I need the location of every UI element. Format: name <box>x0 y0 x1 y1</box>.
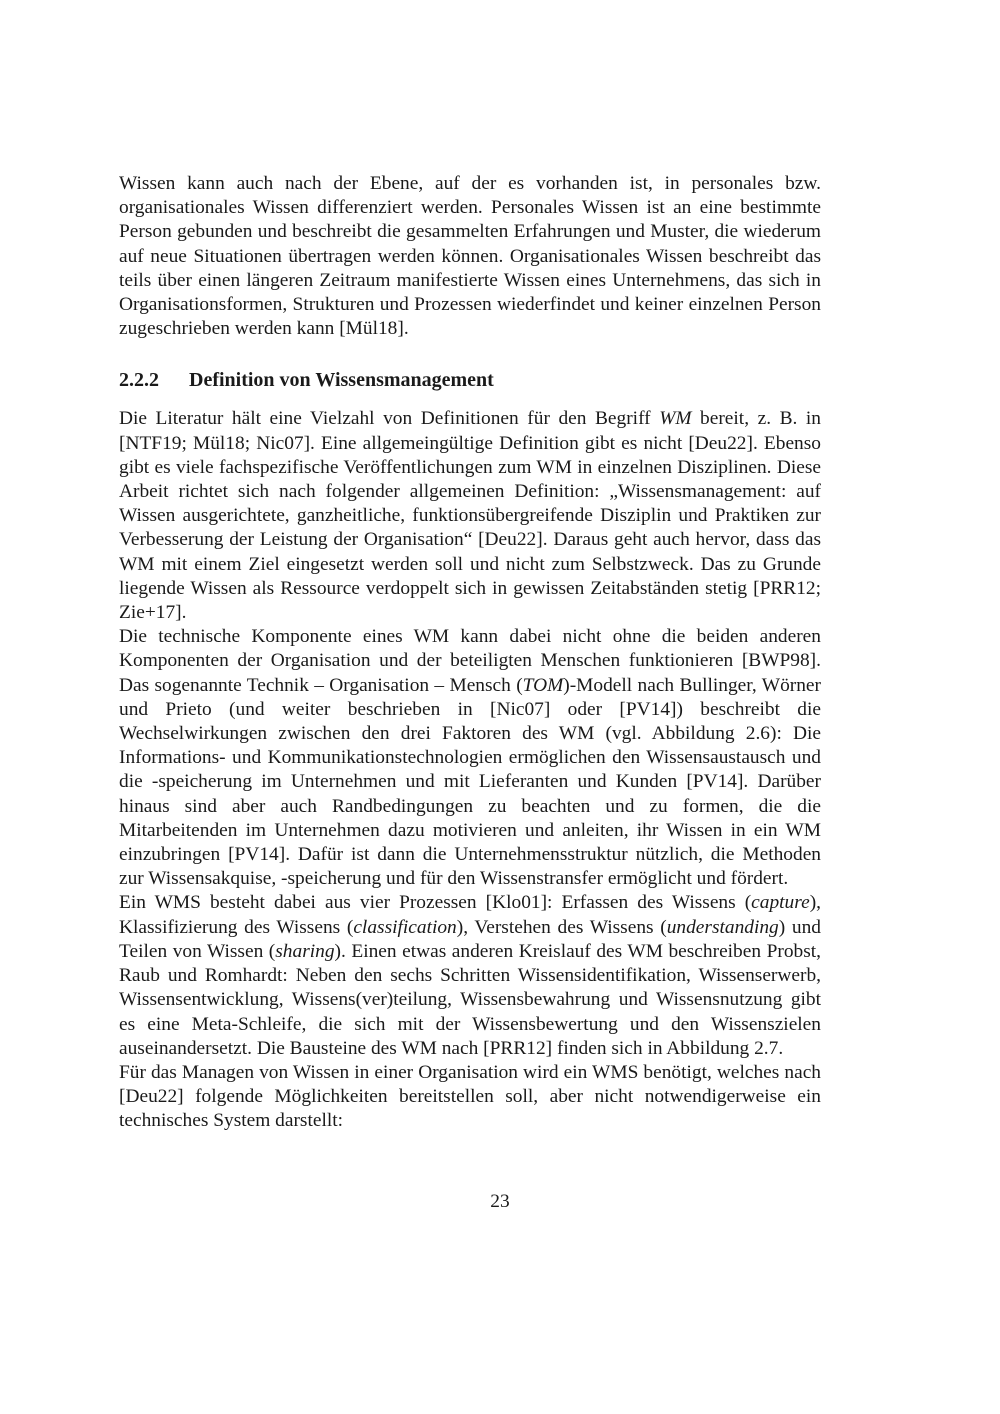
paragraph-text: ) und Teilen von Wissen ( <box>119 916 821 962</box>
paragraph-text: bereit, z. B. in [NTF19; Mül18; Nic07]. Eine allgemeingültige Definition gibt es nicht [Deu22]. Ebenso gibt es viele fachspezifische Veröffentlichungen zum WM in einzelnen Disziplinen. Diese Arbeit richtet sich nach folgender allgemeinen Definition: „Wissensmanagement: auf Wissen ausgerichtete, ganzheitliche, funktionsübergreifende Disziplin und Praktiken zur Verbesserung der Leistung der Organisation“ [Deu22]. Daraus geht auch hervor, dass das WM mit einem Ziel eingesetzt werden soll und nicht zum Selbstzweck. Das zu Grunde liegende Wissen als Ressource verdoppelt sich in gewissen Zeitabständen stetig [PRR12; Zie+17]. <box>119 408 821 624</box>
body-paragraph <box>119 407 821 625</box>
body-paragraph <box>119 891 821 1060</box>
italic-term: WM <box>659 408 692 430</box>
page-body <box>119 172 821 1134</box>
body-paragraph <box>119 1061 821 1134</box>
italic-term: understanding <box>666 916 779 938</box>
paragraph-text: ), Verstehen des Wissens ( <box>456 916 667 938</box>
paragraph-text: Die technische Komponente eines WM kann dabei nicht ohne die beiden anderen Komponenten der Organisation und der beteiligten Menschen funktionieren [BWP98]. Das sogenannte Technik – Organisation – Mensch ( <box>119 626 821 696</box>
section-number: 2.2.2 <box>119 369 159 392</box>
paragraph-text: ), Klassifizierung des Wissens ( <box>119 892 821 938</box>
italic-term: sharing <box>275 940 335 962</box>
paragraph-text: )-Modell nach Bullinger, Wörner und Prieto (und weiter beschrieben in [Nic07] oder [PV14]) beschreibt die Wechselwirkungen zwischen den drei Faktoren des WM (vgl. Abbildung 2.6): Die Informations- und Kommunikationstechnologien ermöglichen den Wissensaustausch und die -speicherung im Unternehmen und mit Lieferanten und Kunden [PV14]. Darüber hinaus sind aber auch Randbedingungen zu beachten und zu formen, die die Mitarbeitenden im Unternehmen dazu motivieren und anleiten, ihr Wissen in ein WM einzubringen [PV14]. Dafür ist dann die Unternehmensstruktur nützlich, die Methoden zur Wissensakquise, -speicherung und für den Wissenstransfer ermöglicht und fördert. <box>119 674 821 890</box>
paragraph-text: Die Literatur hält eine Vielzahl von Definitionen für den Begriff <box>119 408 660 430</box>
paragraph-text: ). Einen etwas anderen Kreislauf des WM beschreiben Probst, Raub und Romhardt: Neben den sechs Schritten Wissensidentifikation, Wissenserwerb, Wissensentwicklung, Wissens(ver)teilung, Wissensbewahrung und Wissensnutzung gibt es eine Meta-Schleife, die sich mit der Wissensbewertung und den Wissenszielen auseinandersetzt. Die Bausteine des WM nach [PRR12] finden sich in Abbildung 2.7. <box>119 940 822 1059</box>
italic-term: capture <box>751 892 810 914</box>
section-title: Definition von Wissensmanagement <box>189 369 494 392</box>
page-number: 23 <box>490 1191 510 1212</box>
section-heading <box>119 368 821 392</box>
italic-term: TOM <box>522 674 564 696</box>
italic-term: classification <box>353 916 457 938</box>
intro-text: Wissen kann auch nach der Ebene, auf der es vorhanden ist, in personales bzw. organisationales Wissen differenziert werden. Personales Wissen ist an eine bestimmte Person gebunden und beschreibt die gesammelten Erfahrungen und Muster, die wiederum auf neue Situationen übertragen werden können. Organisationales Wissen beschreibt das teils über einen längeren Zeitraum manifestierte Wissen eines Unternehmens, das sich in Organisationsformen, Strukturen und Prozessen wiederfindet und keiner einzelnen Person zugeschrieben werden kann [Mül18]. <box>119 173 821 340</box>
section-body <box>119 407 821 1133</box>
paragraph-text: Ein WMS besteht dabei aus vier Prozessen [Klo01]: Erfassen des Wissens ( <box>119 892 752 914</box>
paragraph-text: Für das Managen von Wissen in einer Organisation wird ein WMS benötigt, welches nach [Deu22] folgende Möglichkeiten bereitstellen soll, aber nicht notwendigerweise ein technisches System darstellt: <box>119 1061 821 1132</box>
intro-paragraph <box>119 172 821 341</box>
body-paragraph <box>119 625 821 891</box>
